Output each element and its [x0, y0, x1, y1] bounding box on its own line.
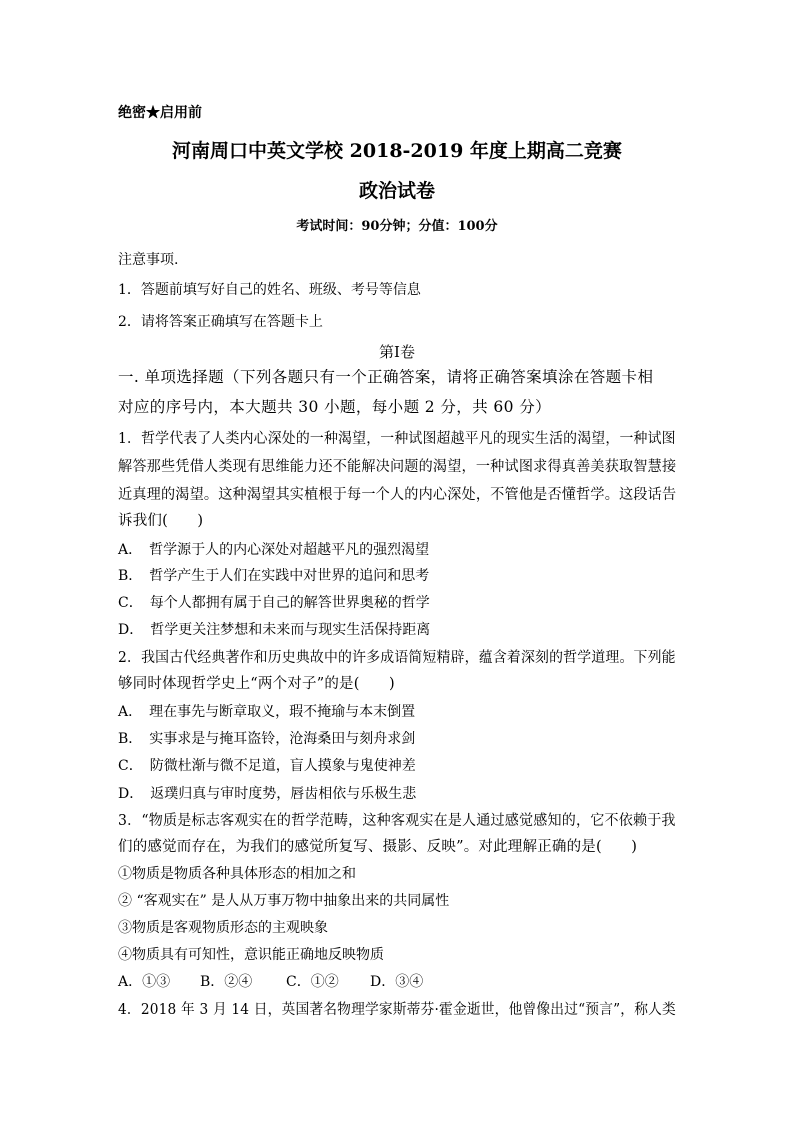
q3-statement-3: ③物质是客观物质形态的主观映象	[118, 920, 328, 936]
q1-line-3: 近真理的渴望。这种渴望其实植根于每一个人的内心深处，不管他是否懂哲学。这段话告	[118, 487, 677, 503]
q3-answer-c: C．①②	[286, 974, 339, 990]
q3-answer-d: D．③④	[370, 974, 424, 990]
q1-option-d: D． 哲学更关注梦想和未来而与现实生活保持距离	[118, 622, 431, 638]
q1-line-4: 诉我们( )	[118, 513, 204, 529]
q2-line-1: 2．我国古代经典著作和历史典故中的许多成语简短精辟，蕴含着深刻的哲学道理。下列能	[118, 650, 676, 666]
q2-line-2: 够同时体现哲学史上“两个对子”的是( )	[118, 676, 395, 692]
exam-info: 考试时间：90分钟；分值：100分	[296, 219, 498, 234]
section-instruction-line-1: 一. 单项选择题（下列各题只有一个正确答案，请将正确答案填涂在答题卡相	[118, 368, 654, 386]
q2-option-d: D． 返璞归真与审时度势，唇齿相依与乐极生悲	[118, 786, 417, 802]
notes-heading: 注意事项.	[118, 252, 179, 268]
q1-line-1: 1．哲学代表了人类内心深处的一种渴望，一种试图超越平凡的现实生活的渴望，一种试图	[118, 431, 676, 447]
q3-answer-a: A．①③	[118, 974, 171, 990]
notes-item-1: 1．答题前填写好自己的姓名、班级、考号等信息	[118, 282, 421, 298]
q1-option-c: C． 每个人都拥有属于自己的解答世界奥秘的哲学	[118, 595, 430, 611]
volume-heading: 第I卷	[379, 343, 415, 361]
q3-answer-b: B．②④	[200, 974, 253, 990]
q3-statement-1: ①物质是物质各种具体形态的相加之和	[118, 866, 356, 882]
q1-line-2: 解答那些凭借人类现有思维能力还不能解决问题的渴望，一种试图求得真善美获取智慧接	[118, 459, 677, 475]
q1-option-b: B． 哲学产生于人们在实践中对世界的追问和思考	[118, 568, 430, 584]
q1-option-a: A． 哲学源于人的内心深处对超越平凡的强烈渴望	[118, 542, 430, 558]
q3-statement-4: ④物质具有可知性，意识能正确地反映物质	[118, 947, 384, 963]
q3-statement-2: ② “客观实在” 是人从万事万物中抽象出来的共同属性	[118, 893, 450, 909]
q2-option-c: C． 防微杜渐与微不足道，盲人摸象与鬼使神差	[118, 758, 416, 774]
section-instruction-line-2: 对应的序号内，本大题共 30 小题，每小题 2 分，共 60 分）	[118, 398, 552, 416]
exam-title: 河南周口中英文学校 2018-2019 年度上期高二竞赛	[172, 140, 622, 162]
notes-item-2: 2．请将答案正确填写在答题卡上	[118, 314, 323, 330]
q2-option-b: B． 实事求是与掩耳盗铃，沧海桑田与刻舟求剑	[118, 731, 416, 747]
q4-line-1: 4．2018 年 3 月 14 日，英国著名物理学家斯蒂芬·霍金逝世，他曾像出过“预言”，称人类	[118, 1002, 676, 1018]
q2-option-a: A． 理在事先与断章取义，瑕不掩瑜与本末倒置	[118, 704, 416, 720]
secret-label: 绝密★启用前	[118, 105, 202, 121]
q3-line-1: 3．“物质是标志客观实在的哲学范畴，这种客观实在是人通过感觉感知的，它不依赖于我	[118, 813, 676, 829]
exam-subtitle: 政治试卷	[358, 180, 435, 202]
q3-line-2: 们的感觉而存在，为我们的感觉所复写、摄影、反映”。对此理解正确的是( )	[118, 839, 638, 855]
